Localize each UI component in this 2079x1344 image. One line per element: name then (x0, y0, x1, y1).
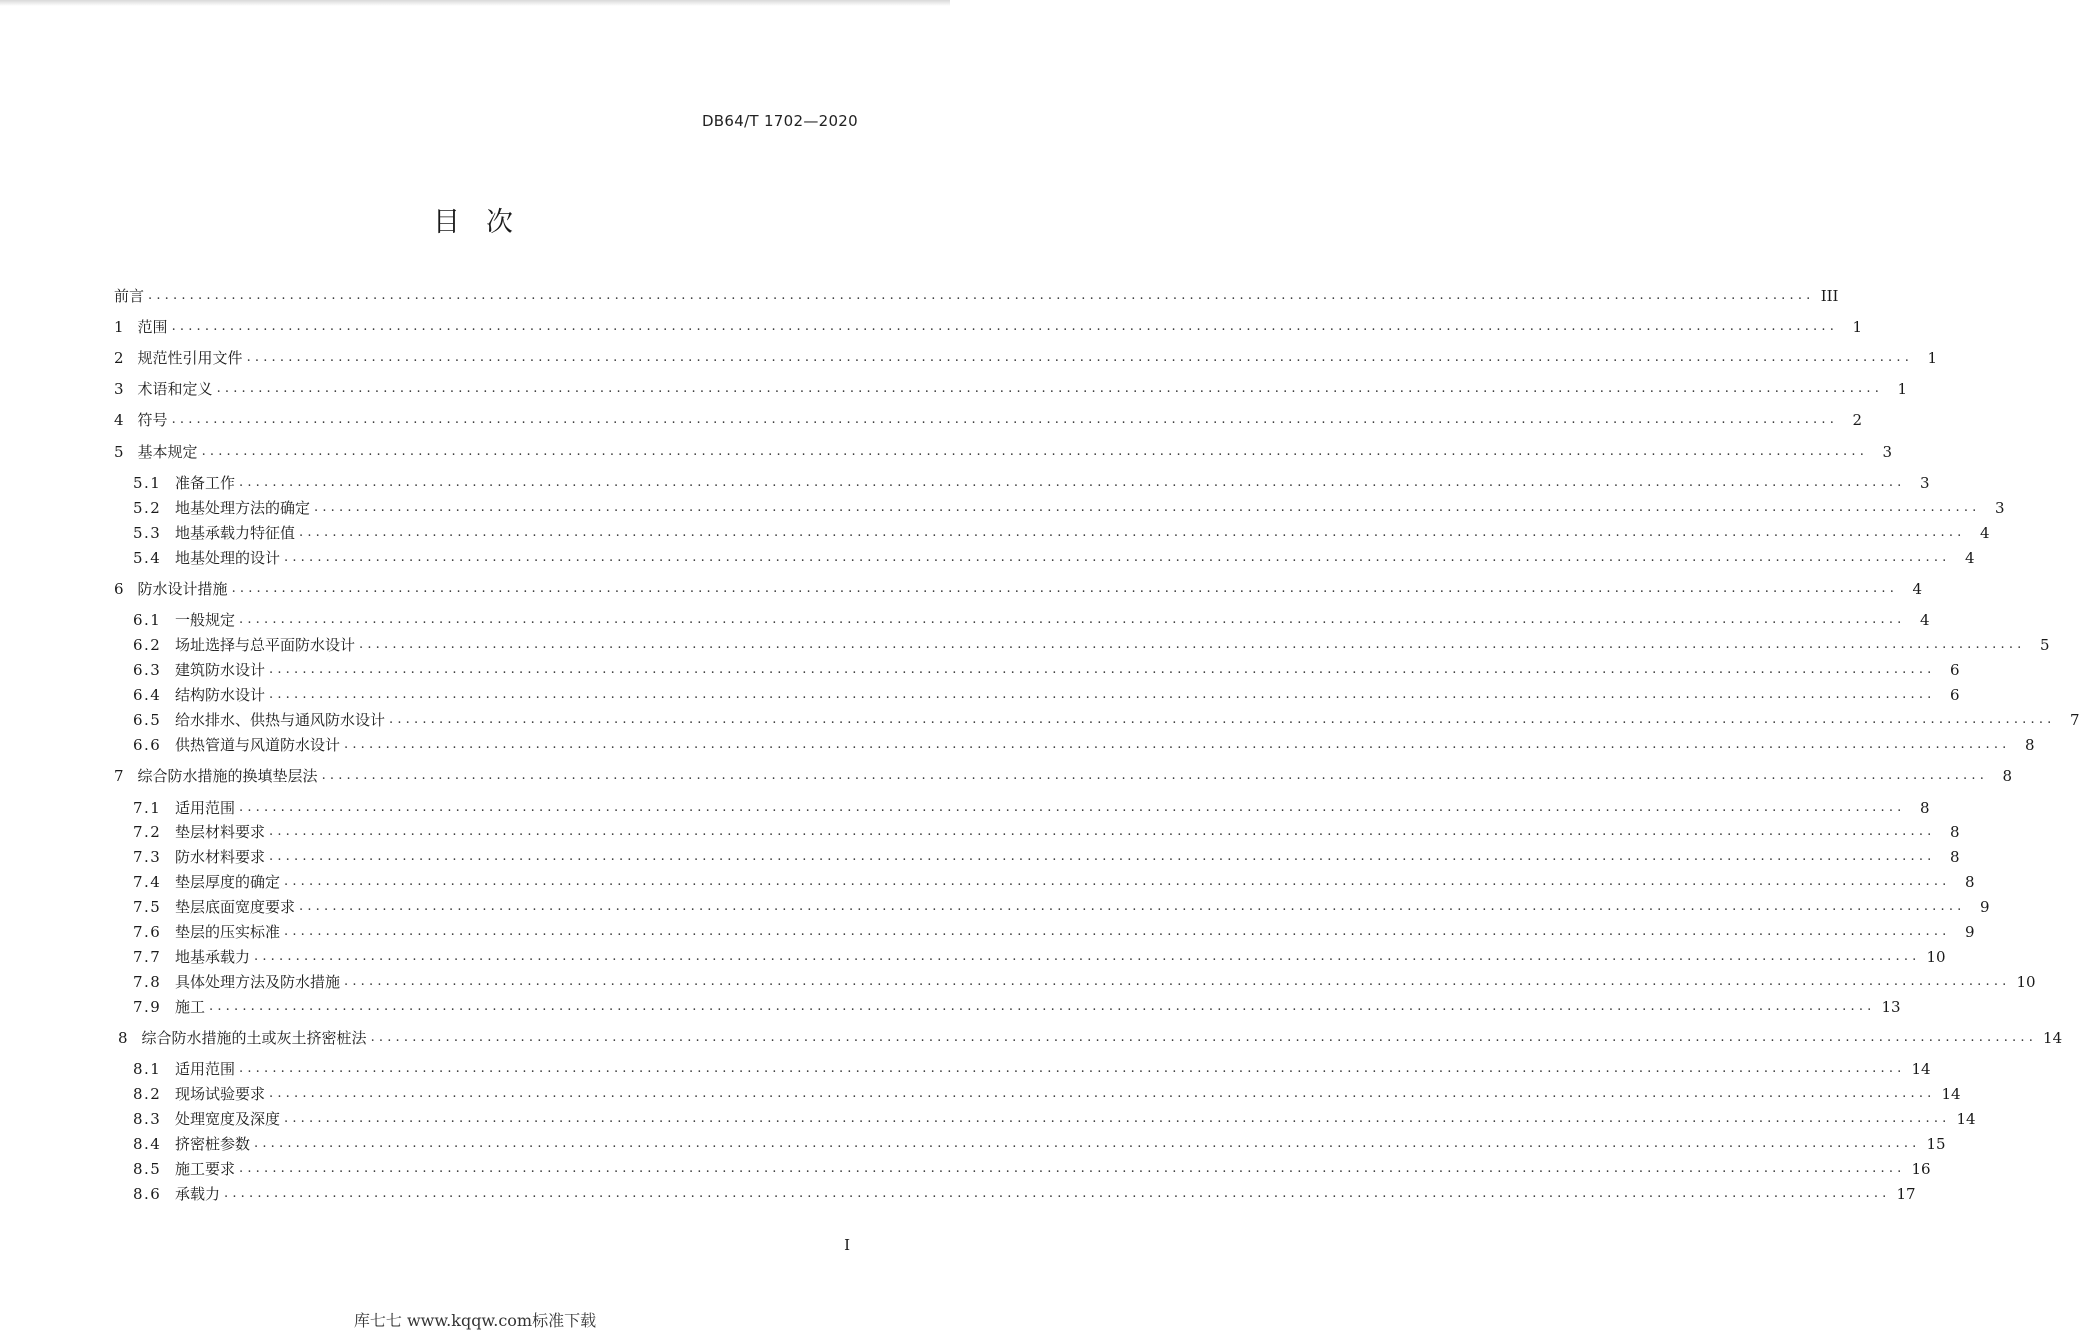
toc-entry[interactable] (133, 522, 1990, 544)
toc-entry-label: 施工 (175, 998, 206, 1016)
toc-entry-page: 8 (2024, 736, 2035, 754)
toc-entry-label: 场址选择与总平面防水设计 (175, 636, 356, 654)
toc-entry-page: 1 (1897, 380, 1908, 398)
toc-leader-dots: ........................................................................................................................................................................................................ (239, 800, 1906, 815)
toc-leader-dots: ........................................................................................................................................................................................................ (299, 899, 1966, 914)
toc-entry[interactable] (133, 1183, 1916, 1205)
toc-entry-page: 8 (2002, 767, 2013, 785)
toc-entry-label: 垫层厚度的确定 (175, 873, 281, 891)
toc-entry-label: 防水材料要求 (175, 848, 266, 866)
toc-entry-label: 供热管道与风道防水设计 (175, 736, 341, 754)
toc-entry[interactable] (114, 409, 1863, 431)
toc-entry-label: 术语和定义 (137, 380, 213, 398)
toc-entry-label: 防水设计措施 (137, 580, 228, 598)
toc-entry-page: 6 (1949, 661, 1960, 679)
toc-entry[interactable] (133, 634, 2050, 656)
toc-entry[interactable] (133, 996, 1901, 1018)
toc-entry[interactable] (133, 1058, 1931, 1080)
toc-entry-page: 1 (1852, 318, 1863, 336)
toc-entry-label: 具体处理方法及防水措施 (175, 973, 341, 991)
toc-leader-dots: ........................................................................................................................................................................................................ (239, 612, 1906, 627)
toc-entry-number: 8.3 (133, 1110, 162, 1128)
toc-entry[interactable] (114, 441, 1893, 463)
toc-entry[interactable] (133, 1108, 1976, 1130)
toc-entry-label: 施工要求 (175, 1160, 236, 1178)
toc-entry-label: 一般规定 (175, 611, 236, 629)
toc-entry-page: 9 (1979, 898, 1990, 916)
toc-entry-number: 7.3 (133, 848, 162, 866)
toc-entry[interactable] (133, 734, 2035, 756)
toc-entry-label: 垫层材料要求 (175, 823, 266, 841)
toc-leader-dots: ........................................................................................................................................................................................................ (224, 1186, 1891, 1201)
toc-leader-dots: ........................................................................................................................................................................................................ (239, 1161, 1906, 1176)
toc-entry-label: 处理宽度及深度 (175, 1110, 281, 1128)
toc-entry-number: 7 (114, 767, 124, 785)
toc-entry-page: 6 (1949, 686, 1960, 704)
toc-leader-dots: ........................................................................................................................................................................................................ (269, 824, 1936, 839)
toc-entry-page: 16 (1911, 1160, 1931, 1178)
toc-entry-number: 7.7 (133, 948, 162, 966)
toc-entry-page: 14 (1956, 1110, 1976, 1128)
toc-entry-number: 8.6 (133, 1185, 162, 1203)
toc-entry-label: 给水排水、供热与通风防水设计 (175, 711, 386, 729)
toc-entry[interactable] (114, 378, 1908, 400)
toc-entry-number: 7.1 (133, 799, 162, 817)
toc-title: 目次 (433, 207, 539, 238)
toc-entry-page: 4 (1912, 580, 1923, 598)
toc-leader-dots: ........................................................................................................................................................................................................ (209, 999, 1876, 1014)
toc-entry-number: 3 (114, 380, 124, 398)
toc-leader-dots: ........................................................................................................................................................................................................ (321, 768, 1989, 783)
toc-entry-page: III (1820, 287, 1839, 305)
toc-leader-dots: ........................................................................................................................................................................................................ (269, 662, 1936, 677)
toc-entry-label: 综合防水措施的换填垫层法 (137, 767, 318, 785)
toc-entry[interactable] (133, 946, 1946, 968)
toc-entry-page: 13 (1881, 998, 1901, 1016)
toc-leader-dots: ........................................................................................................................................................................................................ (284, 874, 1951, 889)
toc-leader-dots: ........................................................................................................................................................................................................ (314, 500, 1981, 515)
toc-entry-number: 8.5 (133, 1160, 162, 1178)
toc-leader-dots: ........................................................................................................................................................................................................ (216, 381, 1884, 396)
toc-leader-dots: ........................................................................................................................................................................................................ (284, 1111, 1951, 1126)
toc-entry-number: 8.1 (133, 1060, 162, 1078)
toc-leader-dots: ........................................................................................................................................................................................................ (359, 637, 2026, 652)
toc-entry-label: 地基承载力 (175, 948, 251, 966)
toc-entry[interactable] (133, 472, 1930, 494)
document-code: DB64/T 1702—2020 (701, 112, 858, 130)
toc-entry-label: 综合防水措施的土或灰土挤密桩法 (141, 1029, 367, 1047)
toc-entry-number: 2 (114, 349, 124, 367)
toc-entry[interactable] (114, 316, 1863, 338)
toc-entry-number: 1 (114, 318, 124, 336)
toc-entry-page: 3 (1994, 499, 2005, 517)
toc-entry-page: 7 (2069, 711, 2079, 729)
toc-entry-page: 14 (2043, 1029, 2063, 1047)
toc-entry[interactable] (133, 896, 1990, 918)
toc-entry-page: 8 (1919, 799, 1930, 817)
toc-entry-label: 承载力 (175, 1185, 221, 1203)
toc-entry-page: 10 (2016, 973, 2036, 991)
toc-entry-page: 10 (1926, 948, 1946, 966)
toc-entry[interactable] (133, 547, 1975, 569)
toc-entry-label: 规范性引用文件 (137, 349, 243, 367)
toc-leader-dots: ........................................................................................................................................................................................................ (239, 1061, 1906, 1076)
toc-entry[interactable] (133, 871, 1975, 893)
toc-entry-page: 17 (1896, 1185, 1916, 1203)
toc-entry-number: 7.9 (133, 998, 162, 1016)
toc-entry-label: 挤密桩参数 (175, 1135, 251, 1153)
toc-leader-dots: ........................................................................................................................................................................................................ (171, 319, 1839, 334)
toc-entry-page: 8 (1949, 848, 1960, 866)
toc-entry[interactable] (133, 921, 1975, 943)
toc-entry-label: 基本规定 (137, 443, 198, 461)
toc-entry-number: 7.5 (133, 898, 162, 916)
toc-entry-number: 6.1 (133, 611, 162, 629)
toc-leader-dots: ........................................................................................................................................................................................................ (171, 412, 1839, 427)
toc-leader-dots: ........................................................................................................................................................................................................ (344, 737, 2011, 752)
toc-entry-label: 前言 (114, 287, 145, 305)
toc-entry[interactable] (114, 765, 2013, 787)
toc-entry-number: 6.6 (133, 736, 162, 754)
toc-entry-number: 8.2 (133, 1085, 162, 1103)
toc-leader-dots: ........................................................................................................................................................................................................ (239, 475, 1906, 490)
toc-entry[interactable] (133, 659, 1960, 681)
toc-entry-number: 6.3 (133, 661, 162, 679)
toc-entry-page: 8 (1949, 823, 1960, 841)
toc-entry-number: 7.6 (133, 923, 162, 941)
toc-entry[interactable] (133, 1083, 1961, 1105)
toc-entry-page: 4 (1919, 611, 1930, 629)
toc-entry[interactable] (133, 797, 1930, 819)
toc-leader-dots: ........................................................................................................................................................................................................ (370, 1030, 2038, 1045)
toc-entry-label: 范围 (137, 318, 168, 336)
toc-entry-label: 准备工作 (175, 474, 236, 492)
toc-entry-number: 6.5 (133, 711, 162, 729)
toc-entry-label: 地基承载力特征值 (175, 524, 296, 542)
toc-entry-label: 现场试验要求 (175, 1085, 266, 1103)
toc-entry[interactable] (133, 971, 2036, 993)
toc-entry[interactable] (133, 497, 2005, 519)
toc-entry-page: 4 (1979, 524, 1990, 542)
toc-entry-page: 14 (1941, 1085, 1961, 1103)
toc-entry-number: 6.4 (133, 686, 162, 704)
toc-entry[interactable] (133, 821, 1960, 843)
toc-entry-page: 1 (1927, 349, 1938, 367)
toc-entry-number: 5.1 (133, 474, 162, 492)
toc-entry-page: 3 (1882, 443, 1893, 461)
toc-leader-dots: ........................................................................................................................................................................................................ (284, 550, 1951, 565)
toc-entry-page: 3 (1919, 474, 1930, 492)
toc-entry-number: 5.2 (133, 499, 162, 517)
toc-entry-label: 适用范围 (175, 799, 236, 817)
toc-entry[interactable] (133, 846, 1960, 868)
toc-entry-label: 垫层的压实标准 (175, 923, 281, 941)
toc-leader-dots: ........................................................................................................................................................................................................ (269, 1086, 1936, 1101)
toc-leader-dots: ........................................................................................................................................................................................................ (269, 687, 1936, 702)
toc-entry-page: 9 (1964, 923, 1975, 941)
page-number: I (844, 1236, 850, 1254)
toc-entry[interactable] (114, 347, 1938, 369)
toc-entry-number: 5.3 (133, 524, 162, 542)
toc-entry-page: 4 (1964, 549, 1975, 567)
toc-entry[interactable] (133, 609, 1930, 631)
toc-entry-page: 14 (1911, 1060, 1931, 1078)
toc-leader-dots: ........................................................................................................................................................................................................ (269, 849, 1936, 864)
toc-entry-number: 5 (114, 443, 124, 461)
toc-entry-label: 符号 (137, 411, 168, 429)
toc-entry-number: 8 (118, 1029, 128, 1047)
toc-entry[interactable] (114, 285, 1839, 307)
toc-entry[interactable] (133, 1158, 1931, 1180)
toc-leader-dots: ........................................................................................................................................................................................................ (284, 924, 1951, 939)
toc-entry[interactable] (133, 684, 1960, 706)
toc-entry-label: 建筑防水设计 (175, 661, 266, 679)
toc-leader-dots: ........................................................................................................................................................................................................ (148, 288, 1815, 303)
toc-entry-page: 2 (1852, 411, 1863, 429)
toc-entry-number: 7.8 (133, 973, 162, 991)
toc-entry-number: 5.4 (133, 549, 162, 567)
toc-entry[interactable] (114, 578, 1923, 600)
toc-leader-dots: ........................................................................................................................................................................................................ (389, 712, 2056, 727)
toc-entry[interactable] (118, 1027, 2063, 1049)
toc-leader-dots: ........................................................................................................................................................................................................ (299, 525, 1966, 540)
toc-entry[interactable] (133, 1133, 1946, 1155)
toc-entry-page: 15 (1926, 1135, 1946, 1153)
toc-entry-number: 6.2 (133, 636, 162, 654)
toc-entry-label: 结构防水设计 (175, 686, 266, 704)
toc-entry-number: 7.2 (133, 823, 162, 841)
toc-entry-number: 7.4 (133, 873, 162, 891)
watermark-text: 库七七 www.kqqw.com标准下载 (353, 1311, 597, 1330)
toc-entry-number: 8.4 (133, 1135, 162, 1153)
toc-entry-page: 5 (2039, 636, 2050, 654)
toc-leader-dots: ........................................................................................................................................................................................................ (254, 1136, 1921, 1151)
toc-entry[interactable] (133, 709, 2079, 731)
toc-entry-label: 适用范围 (175, 1060, 236, 1078)
toc-leader-dots: ........................................................................................................................................................................................................ (201, 444, 1869, 459)
toc-leader-dots: ........................................................................................................................................................................................................ (231, 581, 1899, 596)
toc-entry-page: 8 (1964, 873, 1975, 891)
toc-entry-number: 4 (114, 411, 124, 429)
toc-entry-number: 6 (114, 580, 124, 598)
toc-leader-dots: ........................................................................................................................................................................................................ (246, 350, 1914, 365)
toc-leader-dots: ........................................................................................................................................................................................................ (344, 974, 2011, 989)
toc-entry-label: 垫层底面宽度要求 (175, 898, 296, 916)
toc-entry-label: 地基处理方法的确定 (175, 499, 311, 517)
toc-leader-dots: ........................................................................................................................................................................................................ (254, 949, 1921, 964)
toc-entry-label: 地基处理的设计 (175, 549, 281, 567)
